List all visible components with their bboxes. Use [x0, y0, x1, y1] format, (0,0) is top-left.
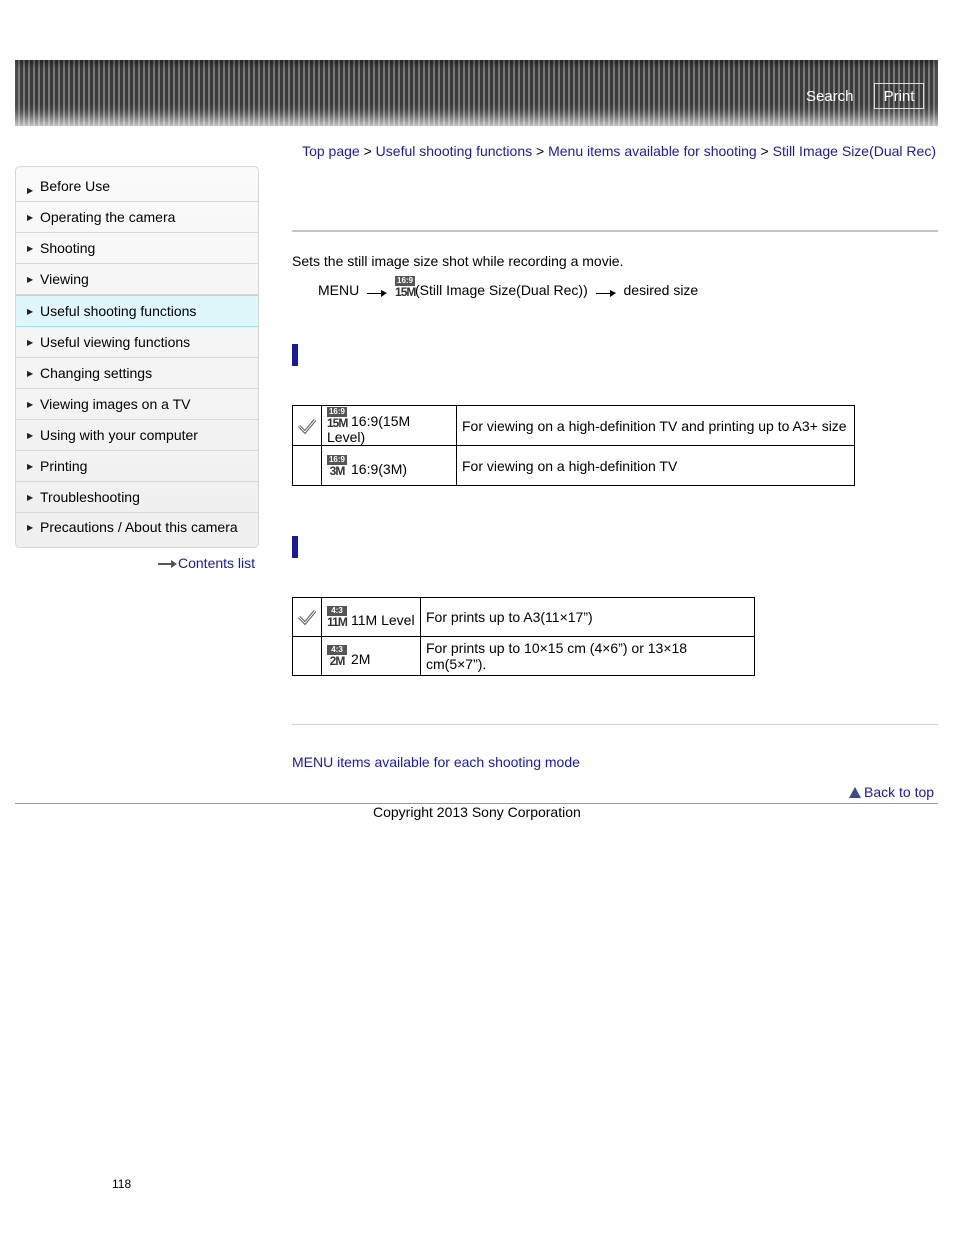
option-description: For prints up to 10×15 cm (4×6”) or 13×18 cm(5×7”).	[421, 637, 755, 676]
page-description: Sets the still image size shot while recording a movie.	[292, 253, 624, 269]
copyright-text: Copyright 2013 Sony Corporation	[373, 804, 581, 820]
default-check-cell	[293, 598, 322, 637]
triangle-up-icon	[849, 787, 861, 798]
sidebar-item-label: Useful shooting functions	[40, 303, 197, 319]
menu-target-label: desired size	[623, 282, 699, 298]
triangle-right-icon: ▶	[27, 369, 34, 378]
option-description: For viewing on a high-definition TV and printing up to A3+ size	[457, 406, 855, 446]
breadcrumb	[302, 143, 936, 159]
arrow-right-icon	[367, 288, 387, 298]
size-15m-icon: 16:9 15M	[327, 406, 348, 430]
back-to-top-label: Back to top	[864, 784, 935, 800]
breadcrumb-current-page[interactable]: Still Image Size(Dual Rec)	[772, 143, 936, 159]
arrow-right-icon	[158, 560, 178, 568]
table-row	[293, 598, 755, 637]
sidebar-item-label: Changing settings	[40, 365, 153, 381]
sidebar-item-printing[interactable]	[16, 451, 258, 482]
triangle-right-icon: ▶	[27, 338, 34, 347]
size-11m-icon: 4:3 11M	[327, 606, 347, 629]
default-check-cell	[293, 446, 322, 486]
related-topic-link[interactable]: MENU items available for each shooting mode	[292, 754, 580, 770]
breadcrumb-separator: >	[363, 143, 372, 159]
arrow-right-icon	[596, 288, 616, 298]
triangle-right-icon: ▶	[27, 213, 34, 222]
sidebar-item-before-use[interactable]	[16, 167, 258, 202]
breadcrumb-menu-items[interactable]: Menu items available for shooting	[548, 143, 757, 159]
breadcrumb-separator: >	[536, 143, 545, 159]
search-button[interactable]: Search	[806, 88, 854, 105]
sidebar-item-label: Using with your computer	[40, 427, 198, 443]
option-name-cell	[322, 637, 421, 676]
menu-label: MENU	[318, 282, 360, 298]
sidebar-item-label: Viewing images on a TV	[40, 396, 191, 412]
menu-path	[318, 276, 698, 306]
contents-list-label: Contents list	[178, 555, 256, 571]
sidebar-item-useful-shooting[interactable]	[15, 295, 259, 327]
sidebar-item-useful-viewing[interactable]	[16, 327, 258, 358]
checkmark-icon	[297, 608, 317, 626]
page-number: 118	[112, 1177, 132, 1191]
breadcrumb-top-page[interactable]: Top page	[302, 143, 360, 159]
related-divider	[292, 724, 938, 725]
sidebar-item-changing-settings[interactable]	[16, 358, 258, 389]
section-marker	[292, 344, 298, 366]
option-name: 16:9(3M)	[351, 460, 408, 477]
still-image-size-icon: 16:9 15M	[395, 276, 416, 299]
triangle-right-icon: ▶	[27, 523, 34, 532]
breadcrumb-separator: >	[760, 143, 769, 159]
sidebar-item-shooting[interactable]	[16, 233, 258, 264]
triangle-right-icon: ▶	[27, 275, 34, 284]
triangle-right-icon: ▶	[27, 462, 34, 471]
sidebar-item-tv[interactable]	[16, 389, 258, 420]
section-marker	[292, 536, 298, 558]
size-3m-icon: 16:9 3M	[328, 454, 345, 478]
sidebar-item-label: Precautions / About this camera	[40, 519, 238, 535]
triangle-right-icon: ▶	[27, 244, 34, 253]
option-description: For viewing on a high-definition TV	[457, 446, 855, 486]
menu-item-label: (Still Image Size(Dual Rec))	[415, 282, 588, 298]
sidebar-item-operating[interactable]	[16, 202, 258, 233]
size-2m-icon: 4:3 2M	[327, 645, 347, 667]
sidebar-nav	[15, 166, 259, 548]
sidebar-item-label: Shooting	[40, 240, 96, 256]
triangle-right-icon: ▶	[27, 431, 34, 440]
option-name: 2M	[351, 651, 371, 667]
triangle-right-icon: ▶	[27, 400, 34, 409]
table-row	[293, 446, 855, 486]
option-name-cell	[322, 446, 457, 486]
contents-list-link[interactable]	[158, 555, 255, 571]
sidebar-item-label: Before Use	[40, 178, 111, 194]
back-to-top-link[interactable]	[849, 784, 934, 800]
print-button[interactable]: Print	[874, 83, 924, 109]
sidebar-item-precautions[interactable]	[16, 513, 258, 547]
default-check-cell	[293, 406, 322, 446]
table-row	[293, 406, 855, 446]
checkmark-icon	[297, 417, 317, 435]
options-table-4-3	[292, 597, 755, 676]
triangle-right-icon: ▶	[27, 307, 34, 316]
sidebar-item-troubleshooting[interactable]	[16, 482, 258, 513]
option-name: 16:9(15M Level)	[327, 412, 411, 445]
options-table-16-9	[292, 405, 855, 486]
triangle-right-icon: ▶	[27, 186, 34, 195]
sidebar-item-label: Troubleshooting	[40, 489, 140, 505]
sidebar-item-label: Useful viewing functions	[40, 334, 191, 350]
triangle-right-icon: ▶	[27, 493, 34, 502]
option-name-cell	[322, 406, 457, 446]
sidebar-item-label: Viewing	[40, 271, 89, 287]
sidebar-item-computer[interactable]	[16, 420, 258, 451]
sidebar-item-viewing[interactable]	[16, 264, 258, 295]
option-name-cell	[322, 598, 421, 637]
sidebar-item-label: Printing	[40, 458, 88, 474]
sidebar-item-label: Operating the camera	[40, 209, 176, 225]
option-description: For prints up to A3(11×17”)	[421, 598, 755, 637]
option-name: 11M Level	[351, 612, 415, 628]
default-check-cell	[293, 637, 322, 676]
title-divider	[292, 230, 938, 232]
breadcrumb-useful-shooting[interactable]: Useful shooting functions	[375, 143, 533, 159]
header-bar	[15, 60, 938, 126]
table-row	[293, 637, 755, 676]
